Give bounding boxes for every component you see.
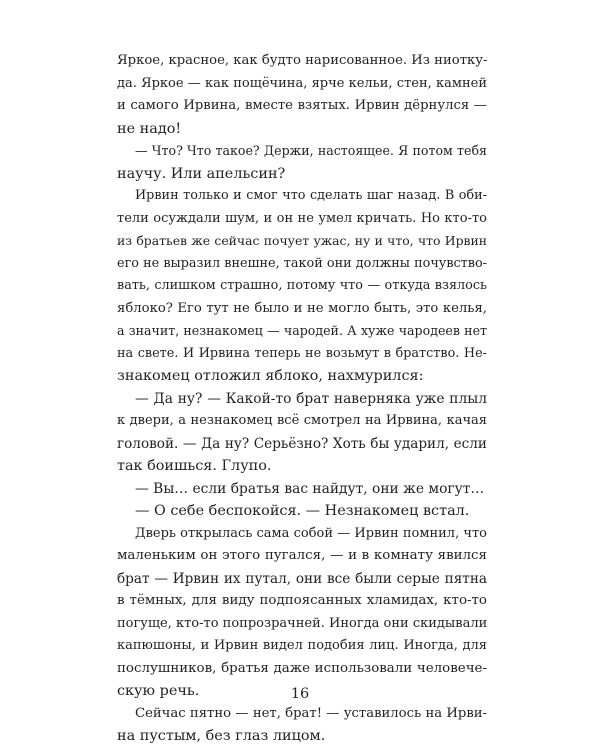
text-line: Ирвин только и смог что сделать шаг назад. В оби-	[135, 188, 487, 203]
text-line: на свете. И Ирвина теперь не возьмут в братство. Не-	[117, 345, 487, 361]
text-line: — Да ну? — Какой-то брат наверняка уже плыл	[135, 390, 487, 407]
text-line: не надо!	[117, 120, 182, 137]
text-line: погуще, кто-то попрозрачней. Иногда они скидывали	[117, 615, 488, 631]
text-line: Сейчас пятно — нет, брат! — уставилось на Ирви-	[135, 705, 487, 721]
text-line: вать, слишком страшно, потому что — откуда взялось	[117, 278, 487, 293]
text-line: а значит, незнакомец — чародей. А хуже чародеев нет	[117, 323, 487, 338]
body-text	[117, 50, 487, 748]
text-line: скую речь.	[117, 683, 200, 699]
text-line: капюшоны, и Ирвин видел подобия лиц. Иногда, для	[117, 638, 487, 653]
text-line: послушников, братья даже использовали человече-	[117, 660, 487, 676]
text-line: — Вы… если братья вас найдут, они же могут…	[135, 480, 485, 497]
text-line: — Что? Что такое? Держи, настоящее. Я потом тебя	[135, 143, 487, 158]
text-line: к двери, а незнакомец всё смотрел на Ирвина, качая	[117, 413, 487, 428]
text-line: тели осуждали шум, и он не умел кричать. Но кто-то	[117, 210, 487, 226]
text-line: на пустым, без глаз лицом.	[117, 728, 326, 744]
text-line: яблоко? Его тут не было и не могло быть, это келья,	[117, 300, 487, 316]
text-line: брат — Ирвин их путал, они все были серые пятна	[117, 570, 487, 587]
page-number: 16	[290, 686, 310, 702]
text-line: да. Яркое — как пощёчина, ярче кельи, стен, камней	[117, 75, 487, 91]
text-line: его не выразил внешне, такой они должны почувство-	[117, 255, 487, 271]
text-line: из братьев же сейчас почует ужас, ну и что, что Ирвин	[117, 233, 487, 248]
text-line: и самого Ирвина, вместе взятых. Ирвин дёрнулся —	[117, 98, 487, 113]
text-line: знакомец отложил яблоко, нахмурился:	[117, 368, 424, 384]
text-line: головой. — Да ну? Серьёзно? Хоть бы ударил, если	[117, 435, 487, 452]
text-line: научу. Или апельсин?	[117, 165, 286, 182]
text-line: так боишься. Глупо.	[117, 458, 272, 474]
text-line: — О себе беспокойся. — Незнакомец встал.	[135, 503, 470, 519]
text-line: Дверь открылась сама собой — Ирвин помнил, что	[135, 525, 487, 541]
text-line: маленьким он этого пугался, — и в комнату явился	[117, 548, 487, 563]
text-line: в тёмных, для виду подпоясанных хламидах, кто-то	[117, 593, 487, 608]
text-line: Яркое, красное, как будто нарисованное. Из ниотку-	[117, 53, 488, 68]
